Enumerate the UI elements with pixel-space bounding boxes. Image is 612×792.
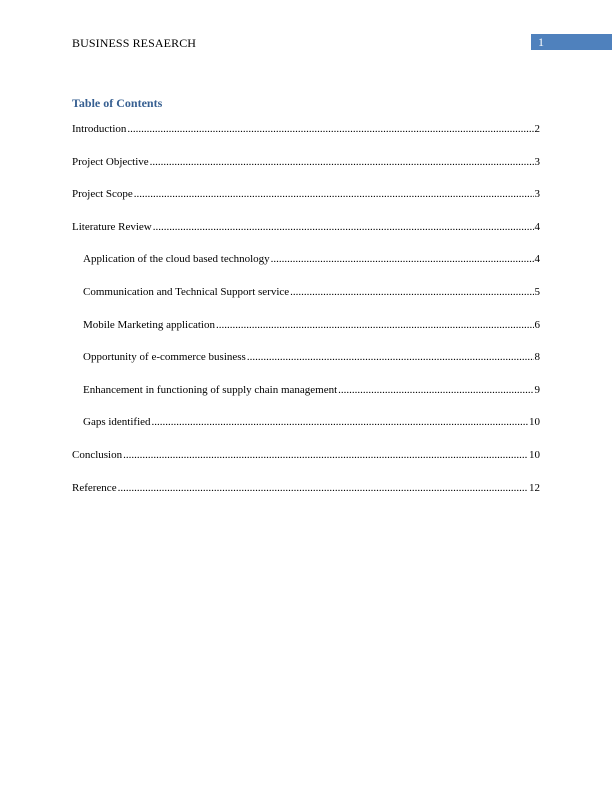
- toc-entry-literature-review[interactable]: [72, 221, 540, 254]
- toc-entry-conclusion[interactable]: [72, 449, 540, 482]
- toc-entry-label: Communication and Technical Support service: [83, 285, 290, 298]
- toc-dot-leader: [118, 482, 528, 494]
- toc-entry-label: Introduction: [72, 123, 127, 135]
- toc-entry-label: Opportunity of e-commerce business: [83, 351, 246, 364]
- toc-entry-page: 10: [529, 448, 540, 461]
- running-header-title: BUSINESS RESAERCH: [72, 36, 197, 50]
- toc-entry-page: 4: [534, 220, 540, 233]
- toc-dot-leader: [290, 286, 533, 298]
- toc-entry-page: 5: [534, 285, 540, 298]
- toc-dot-leader: [150, 156, 534, 168]
- toc-entry-page: 4: [534, 253, 540, 266]
- toc-dot-leader: [247, 351, 534, 363]
- toc-entry-supply-chain[interactable]: [72, 384, 540, 417]
- toc-entry-page: 9: [534, 383, 540, 396]
- toc-dot-leader: [216, 319, 534, 331]
- toc-entry-page: 8: [534, 351, 540, 364]
- toc-heading: Table of Contents: [72, 96, 163, 110]
- toc-entry-label: Conclusion: [72, 448, 123, 461]
- toc-dot-leader: [127, 123, 533, 135]
- toc-dot-leader: [271, 253, 534, 265]
- toc-list: [72, 123, 540, 514]
- toc-entry-label: Enhancement in functioning of supply chain management: [83, 383, 338, 396]
- page-number: 1: [538, 35, 544, 49]
- toc-entry-label: Mobile Marketing application: [83, 318, 215, 331]
- toc-entry-label: Project Scope: [72, 188, 133, 201]
- toc-entry-label: Reference: [72, 481, 117, 494]
- toc-entry-reference[interactable]: [72, 482, 540, 515]
- toc-dot-leader: [134, 188, 534, 200]
- toc-entry-cloud-technology[interactable]: [72, 253, 540, 286]
- toc-dot-leader: [153, 221, 534, 233]
- toc-entry-gaps-identified[interactable]: [72, 416, 540, 449]
- toc-entry-page: 3: [534, 155, 540, 168]
- toc-entry-communication-support[interactable]: [72, 286, 540, 319]
- toc-entry-label: Application of the cloud based technology: [83, 253, 270, 266]
- toc-entry-page: 10: [529, 416, 540, 429]
- toc-dot-leader: [338, 384, 533, 396]
- toc-entry-label: Project Objective: [72, 155, 149, 168]
- toc-dot-leader: [123, 449, 528, 461]
- toc-entry-project-objective[interactable]: [72, 156, 540, 189]
- toc-entry-page: 6: [534, 318, 540, 331]
- toc-entry-ecommerce[interactable]: [72, 351, 540, 384]
- toc-entry-page: 2: [534, 123, 540, 135]
- toc-entry-page: 12: [529, 481, 540, 494]
- page-number-badge: [531, 34, 612, 50]
- toc-entry-label: Gaps identified: [83, 416, 151, 429]
- toc-entry-label: Literature Review: [72, 220, 152, 233]
- toc-dot-leader: [152, 416, 528, 428]
- toc-entry-project-scope[interactable]: [72, 188, 540, 221]
- toc-entry-introduction[interactable]: [72, 123, 540, 156]
- toc-entry-mobile-marketing[interactable]: [72, 319, 540, 352]
- toc-entry-page: 3: [534, 188, 540, 201]
